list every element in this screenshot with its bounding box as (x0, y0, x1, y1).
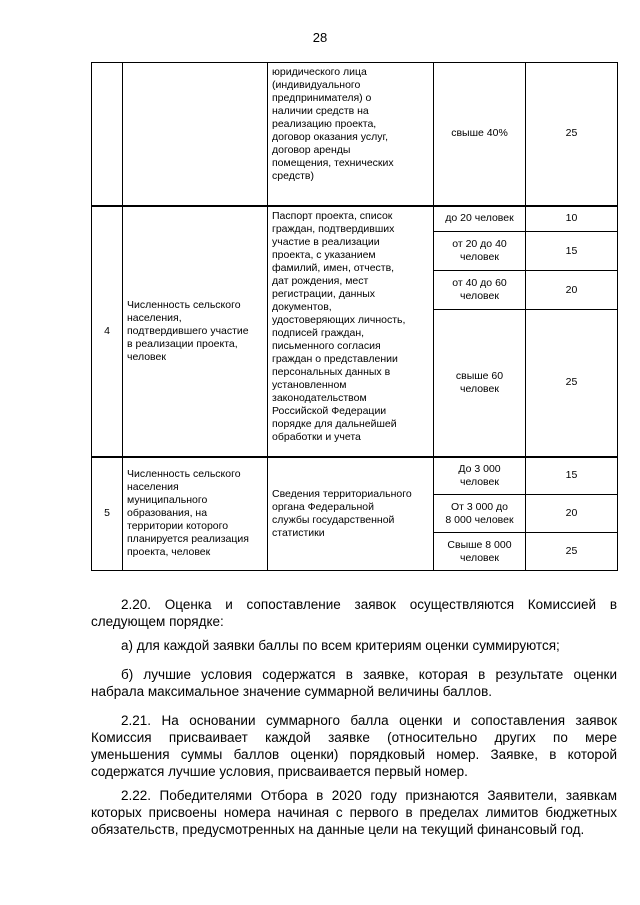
text-line: уменьшения суммы баллов оценки) порядковый номер. Заявке, в которой (91, 747, 617, 762)
text-line: помещения, технических (272, 157, 394, 169)
text-line: Паспорт проекта, список (272, 209, 393, 222)
text-line: средств) (272, 170, 314, 182)
condition-cell (434, 206, 526, 232)
score-cell: 25 (526, 310, 618, 457)
condition-cell (434, 232, 526, 271)
row-number-cell: 4 (92, 206, 123, 457)
text-line: проекта, с указанием (272, 248, 376, 261)
condition-cell: свыше 40% (434, 63, 526, 206)
text-line: документов, (272, 300, 332, 313)
text-line: предпринимателя) о (272, 92, 372, 104)
text-line: договор оказания услуг, (272, 131, 388, 143)
text-line: до 20 человек (445, 212, 514, 225)
condition-cell (434, 457, 526, 495)
condition-text (438, 463, 521, 489)
text-line: 2.20. Оценка и сопоставление заявок осуществляются Комиссией в (121, 597, 617, 612)
criterion-cell (123, 457, 268, 571)
text-line: (индивидуального (272, 79, 361, 91)
text-line: Сведения территориального (272, 487, 412, 500)
score-cell: 20 (526, 495, 618, 533)
condition-text (438, 277, 521, 303)
text-line: граждан, подтвердивших (272, 222, 395, 235)
text-line: обработки и учета (272, 430, 361, 443)
text-line: порядке для дальнейшей (272, 417, 397, 430)
text-line: в реализации проекта, (127, 337, 238, 350)
text-line: а) для каждой заявки баллы по всем критериям оценки суммируются; (121, 638, 560, 653)
text-line: от 20 до 40 (452, 238, 507, 250)
text-line: дат рождения, мест (272, 274, 369, 287)
condition-text (438, 212, 521, 225)
row-number-cell: 5 (92, 457, 123, 571)
condition-text (438, 238, 521, 264)
document-text (272, 210, 429, 444)
text-line: человек (127, 350, 166, 363)
condition-text (438, 370, 521, 396)
score-cell: 15 (526, 232, 618, 271)
condition-cell (434, 271, 526, 310)
condition-text (438, 539, 521, 565)
text-line: 2.21. На основании суммарного балла оценки и сопоставления заявок (121, 713, 617, 728)
text-line: населения, (127, 311, 182, 324)
text-line: граждан о представлении (272, 352, 398, 365)
condition-cell (434, 533, 526, 571)
text-line: установленном (272, 378, 347, 391)
text-line: наличии средств на (272, 105, 369, 117)
text-line: юридического лица (272, 66, 367, 78)
text-line: человек (460, 290, 499, 302)
criterion-cell (123, 63, 268, 206)
text-line: 8 000 человек (445, 513, 514, 526)
table-row (92, 63, 618, 206)
page-number: 28 (312, 30, 328, 45)
paragraph-2-21 (91, 712, 617, 780)
condition-cell (434, 495, 526, 533)
table-row (92, 206, 618, 232)
document-text (272, 66, 429, 183)
condition-cell (434, 310, 526, 457)
document-cell (268, 63, 434, 206)
text-line: обязательств, предусмотренных на данные цели на текущий финансовый год. (91, 822, 585, 837)
text-line: муниципального (127, 494, 208, 507)
document-text (272, 488, 429, 540)
text-line: подтвердившего участие (127, 324, 249, 337)
text-line: Комиссия присваивает каждой заявке (относительно других по мере (91, 730, 617, 745)
criterion-text (127, 299, 263, 364)
condition-text (438, 501, 521, 527)
table-row (92, 457, 618, 495)
text-line: статистики (272, 526, 325, 539)
text-line: службы государственной (272, 513, 395, 526)
text-line: человек (460, 551, 499, 564)
text-line: б) лучшие условия содержатся в заявке, которая в результате оценки (121, 667, 617, 682)
text-line: До 3 000 (458, 462, 501, 475)
text-line: Свыше 8 000 (447, 538, 512, 551)
paragraph-2-22 (91, 787, 617, 838)
text-line: планируется реализация (127, 533, 249, 546)
text-line: фамилий, имен, отчеств, (272, 261, 395, 274)
text-line: Российской Федерации (272, 404, 387, 417)
criterion-text (127, 468, 263, 559)
paragraph-2-20 (91, 596, 617, 630)
text-line: удостоверяющих личность, (272, 313, 406, 326)
text-line: которых присвоены номера начиная с первого в пределах лимитов бюджетных (91, 805, 617, 820)
paragraph-a (91, 637, 617, 654)
text-line: человек (460, 251, 499, 263)
text-line: персональных данных в (272, 365, 391, 378)
text-line: набрала максимальное значение суммарной величины баллов. (91, 684, 492, 699)
text-line: договор аренды (272, 144, 351, 156)
paragraph-b (91, 666, 617, 700)
text-line: проекта, человек (127, 546, 211, 559)
text-line: человек (460, 475, 499, 488)
text-line: Численность сельского (127, 298, 241, 311)
text-line: свыше 60 (455, 369, 504, 382)
text-line: законодательством (272, 391, 367, 404)
text-line: человек (460, 382, 499, 395)
score-cell: 25 (526, 533, 618, 571)
score-cell: 10 (526, 206, 618, 232)
text-line: территории которого (127, 520, 229, 533)
document-cell (268, 457, 434, 571)
text-line: образования, на (127, 507, 208, 520)
text-line: 2.22. Победителями Отбора в 2020 году признаются Заявители, заявкам (121, 788, 617, 803)
criterion-cell (123, 206, 268, 457)
text-line: следующем порядке: (91, 614, 224, 629)
text-line: Численность сельского (127, 468, 241, 481)
criteria-table (91, 62, 618, 571)
text-line: От 3 000 до (450, 500, 509, 513)
document-cell (268, 206, 434, 457)
score-cell: 15 (526, 457, 618, 495)
text-line: подписей граждан, (272, 326, 365, 339)
text-line: участие в реализации (272, 235, 380, 248)
score-cell: 25 (526, 63, 618, 206)
text-line: органа Федеральной (272, 500, 375, 513)
text-line: содержатся лучшие условия, присваивается первый номер. (91, 764, 468, 779)
text-line: реализацию проекта, (272, 118, 377, 130)
text-line: регистрации, данных (272, 287, 376, 300)
row-number-cell (92, 63, 123, 206)
text-line: письменного согласия (272, 339, 381, 352)
text-line: от 40 до 60 (452, 277, 507, 289)
score-cell: 20 (526, 271, 618, 310)
text-line: населения (127, 481, 179, 494)
